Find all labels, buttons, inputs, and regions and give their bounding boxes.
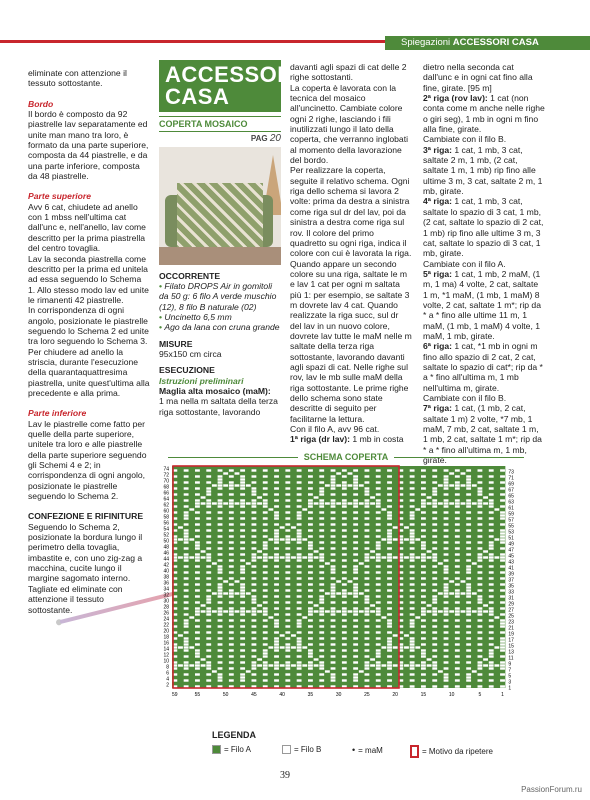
bullet-icon: •: [159, 322, 165, 333]
row-7-label: 7ª riga:: [423, 403, 452, 414]
list-item: [159, 281, 281, 312]
row-label-left: 52: [163, 532, 169, 539]
heading-esecuzione: ESECUZIONE: [159, 365, 215, 376]
material-hook: Uncinetto 6,5 mm: [164, 312, 232, 323]
row-label-right: 19: [508, 631, 514, 638]
heading-occorrente: OCCORRENTE: [159, 270, 221, 281]
row-label-left: 46: [163, 550, 169, 557]
row-label-right: 43: [508, 559, 514, 566]
row-label-right: 47: [508, 547, 514, 554]
heading-maglia: Maglia alta mosaico (maM):: [159, 386, 271, 397]
row-5-text: 1 cat, 1 mb, 2 maM, (1 m, 1 ma) 4 volte, 2 cat, saltate 1 m, *1 maM, (1 mb, 1 maM) 8 volte, 2 cat, saltate 1 m*; rip da * a * fino alle ultime 11 m, 1 maM, (1 mb, 1 maM) 4 volte, 1 maM, 1 mb, girate.: [423, 268, 541, 341]
row-label-left: 40: [163, 568, 169, 575]
repeat-box-icon: [410, 745, 419, 758]
legend-mam-label: = maM: [358, 745, 383, 755]
row-label-left: 58: [163, 514, 169, 521]
top-banner: [0, 0, 590, 56]
legend-a-label: = Filo A: [224, 745, 251, 754]
row-label-right: 29: [508, 601, 514, 608]
list-item: [159, 322, 281, 332]
col-label: 35: [307, 692, 314, 698]
row-label-right: 69: [508, 481, 514, 488]
heading-superiore: Parte superiore: [28, 191, 92, 202]
row-1: [290, 434, 412, 444]
row-label-left: 28: [163, 604, 169, 611]
row-7-text: 1 cat, (1 mb, 2 cat, saltate 1 m) 2 volte, *7 mb, 1 maM, 7 mb, 2 cat, saltate 1 m, 1 mb, 2 cat, saltate 1 m*; rip da * a * fino all'ultima m, 1 mb, girate.: [423, 403, 542, 466]
page-ref-label: PAG: [250, 134, 268, 144]
row-label-right: 35: [508, 583, 514, 590]
material-yarn: Filato DROPS Air in gomitoli da 50 g: 6 filo A verde muschio (12), 8 filo B naturale (02): [159, 281, 277, 312]
row-label-left: 42: [163, 562, 169, 569]
bullet-icon: •: [159, 312, 165, 323]
row-label-right: 71: [508, 475, 514, 482]
column-1: [28, 68, 150, 615]
row-label-right: 31: [508, 595, 514, 602]
row-3: [423, 145, 545, 197]
row-label-left: 18: [163, 634, 169, 641]
change-color-1: Cambiate con il filo B.: [423, 134, 507, 145]
row-label-left: 24: [163, 616, 169, 623]
col-label: 20: [392, 692, 398, 698]
column-4: [423, 62, 545, 465]
heading-misure: MISURE: [159, 338, 193, 349]
swatch-b-icon: [282, 745, 291, 754]
col-label: 50: [222, 692, 229, 698]
row-label-right: 33: [508, 589, 514, 596]
row-label-left: 4: [166, 676, 169, 683]
row-label-left: 34: [163, 586, 169, 593]
row-label-right: 3: [508, 679, 512, 686]
mam-symbol-icon: •: [352, 745, 356, 755]
title-line-1: ACCESSORI: [165, 62, 301, 87]
row-2-label: 2ª riga (rov lav):: [423, 93, 488, 104]
para-confezione: Seguendo lo Schema 2, posizionate la bordura lungo il perimetro della tovaglia, imbastite e, con uno zig-zag a macchina, cucite lungo il margine sagomato interno. Tagliate ed eliminate con attenzione il tessuto sottostante.: [28, 521, 143, 615]
row-label-right: 7: [508, 667, 512, 674]
legend-rep-label: = Motivo da ripetere: [422, 747, 493, 756]
row-label-left: 68: [163, 484, 169, 491]
material-needle: Ago da lana con cruna grande: [164, 322, 280, 333]
row-1-text: 1 mb in costa: [350, 434, 404, 445]
row-label-right: 45: [508, 553, 514, 560]
row-label-left: 10: [163, 658, 169, 665]
row-label-right: 39: [508, 571, 514, 578]
row-label-left: 2: [166, 682, 169, 689]
mosaic-chart: [150, 452, 542, 737]
row-label-left: 50: [163, 538, 169, 545]
col-label: 59: [172, 692, 178, 698]
row-4-label: 4ª riga:: [423, 196, 452, 207]
row-label-right: 27: [508, 607, 514, 614]
para-misure: 95x150 cm circa: [159, 349, 222, 360]
row-label-right: 37: [508, 577, 514, 584]
row-label-left: 26: [163, 610, 169, 617]
row-label-left: 16: [163, 640, 169, 647]
chart-grid: [150, 462, 542, 737]
legend-b-label: = Filo B: [294, 745, 322, 754]
row-label-right: 53: [508, 529, 514, 536]
col-label: 10: [448, 692, 455, 698]
row-label-right: 65: [508, 493, 514, 500]
col-label: 45: [251, 692, 257, 698]
row-label-left: 8: [166, 664, 169, 671]
col-label: 25: [364, 692, 370, 698]
row-5-label: 5ª riga:: [423, 268, 452, 279]
blanket-photo: [159, 147, 281, 265]
row-label-right: 57: [508, 517, 514, 524]
row-4-text: 1 cat, 1 mb, 3 cat, saltate lo spazio di 3 cat, 1 mb, (2 cat, saltate lo spazio di 2 cat, 1 mb) rip fino alle ultime 3 m, 3 cat, saltate lo spazio di 3 cat, 1 mb, girate.: [423, 196, 544, 259]
row-label-left: 64: [163, 496, 169, 503]
para-intro: eliminate con attenzione il tessuto sottostante.: [28, 68, 127, 89]
row-6: [423, 341, 545, 393]
para-c3-2: La coperta è lavorata con la tecnica del mosaico all'uncinetto. Cambiate colore ogni 2 righe, lasciando i fili inutilizzati lungo il lato della coperta, che verranno inglobati al momento della lavorazione del bordo.: [290, 82, 409, 166]
heading-istruzioni: Istruzioni preliminari: [159, 375, 244, 386]
col-label: 55: [194, 692, 201, 698]
row-label-right: 51: [508, 535, 514, 542]
section-label-bold: ACCESSORI CASA: [452, 37, 539, 48]
row-label-right: 55: [508, 523, 514, 530]
row-label-right: 9: [508, 661, 512, 668]
row-label-left: 72: [163, 472, 169, 479]
row-label-right: 5: [508, 673, 512, 680]
col-label: 5: [478, 692, 482, 698]
page-ref: [159, 134, 281, 144]
row-label-left: 48: [163, 544, 169, 551]
chart-background: [172, 466, 505, 688]
title-box: [159, 60, 301, 112]
row-6-label: 6ª riga:: [423, 341, 452, 352]
row-label-left: 38: [163, 574, 169, 581]
para-c3-3: Per realizzare la coperta, seguite il relativo schema. Ogni riga dello schema si lavora 2 volte: prima da destra a sinistra come riga sul dr del lav, poi da sinistra a destra come riga sul rov. Il colore del primo quadretto su ogni riga, indica il colore con cui è lavorata la riga. Quando appare un secondo colore su una riga, saltate le m e lav 1 cat per ogni m saltata più 1: per esempio, se saltate 3 m dovrete lav 4 cat. Quando realizzate la riga succ, sul dr del lav in un nuovo colore, dovrete lav tutte le maM nelle m saltate della terza riga sottostante, lavorando davanti agli spazi di cat. Nelle righe sul rov, lav le mb sulle maM della riga sottostante. Le prime righe dello schema sono state descritte di seguito per facilitarne la lettura.: [290, 165, 412, 424]
row-label-right: 49: [508, 541, 514, 548]
col-label: 30: [335, 692, 342, 698]
row-label-right: 41: [508, 565, 514, 572]
legend-item-repeat: [410, 745, 493, 758]
row-label-right: 17: [508, 637, 514, 644]
row-label-left: 70: [163, 478, 169, 485]
row-4: [423, 196, 545, 258]
row-label-right: 21: [508, 625, 514, 632]
row-2-text: 1 cat (non conta come m anche nelle righe o giri seg), 1 mb in ogni m fino alla fine, girate.: [423, 93, 545, 135]
row-label-left: 36: [163, 580, 169, 587]
row-label-right: 73: [508, 469, 514, 476]
para-bordo: Il bordo è composto da 92 piastrelle lav separatamente ed unite man mano tra loro, è formato da una parte superiore, composta da 44 piastrelle, e da una parte inferiore, composta da 48 piastrelle.: [28, 109, 149, 182]
project-subtitle: COPERTA MOSAICO: [159, 116, 281, 132]
row-label-left: 20: [163, 628, 169, 635]
legend-item-a: [212, 745, 251, 754]
change-color-2: Cambiate con il filo A.: [423, 258, 506, 269]
swatch-a-icon: [212, 745, 221, 754]
para-c4-1: dietro nella seconda cat dall'unc e in ogni cat fino alla fine, girate. [95 m]: [423, 62, 533, 93]
col-label: 15: [420, 692, 427, 698]
change-color-3: Cambiate con il filo B.: [423, 393, 507, 403]
legend-title: LEGENDA: [212, 730, 257, 740]
para-sup-1: Avv 6 cat, chiudete ad anello con 1 mbss nell'ultima cat dall'unc e, nell'anello, lav come descritto per la prima piastrella del centro tovaglia.: [28, 201, 146, 254]
legend-item-mam: [352, 745, 383, 755]
row-label-left: 32: [163, 592, 169, 599]
row-2: [423, 93, 545, 134]
row-label-left: 12: [163, 652, 169, 659]
row-label-right: 61: [508, 505, 514, 512]
row-label-right: 63: [508, 499, 514, 506]
heading-bordo: Bordo: [28, 98, 54, 109]
row-6-text: 1 cat, *1 mb in ogni m fino allo spazio di 2 cat, 2 cat, saltate lo spazio di cat*; rip da * a * fino all'ultima m, 1 mb nell'ultima m, girate.: [423, 341, 543, 393]
watermark: PassionForum.ru: [521, 785, 582, 794]
chart-title: SCHEMA COPERTA: [150, 452, 542, 462]
row-label-right: 67: [508, 487, 514, 494]
para-c3-4: Con il filo A, avv 96 cat.: [290, 424, 380, 435]
row-label-left: 56: [163, 520, 169, 527]
row-label-left: 74: [163, 466, 169, 473]
row-label-left: 44: [163, 556, 169, 563]
para-maglia: 1 ma nella m saltata della terza riga sottostante, lavorando: [159, 396, 278, 417]
row-label-right: 25: [508, 613, 514, 620]
row-label-right: 23: [508, 619, 514, 626]
bullet-icon: •: [159, 281, 165, 292]
page-ref-number: 20: [269, 133, 281, 145]
page-number: 39: [280, 770, 290, 781]
row-label-left: 62: [163, 502, 169, 509]
row-label-left: 66: [163, 490, 169, 497]
para-c3-1: davanti agli spazi di cat delle 2 righe sottostanti.: [290, 62, 407, 83]
row-label-right: 1: [508, 685, 512, 692]
row-3-label: 3ª riga:: [423, 144, 452, 155]
section-header: [385, 36, 590, 50]
row-label-left: 6: [166, 670, 169, 677]
legend: [212, 730, 542, 760]
row-label-right: 11: [508, 655, 514, 662]
list-item: [159, 312, 281, 322]
col-label: 1: [501, 692, 504, 698]
row-label-left: 22: [163, 622, 169, 629]
row-label-left: 54: [163, 526, 169, 533]
row-1-label: 1ª riga (dr lav):: [290, 434, 351, 445]
para-inferiore: Lav le piastrelle come fatto per quelle della parte superiore, unitele tra loro e alle piastrelle della parte superiore seguendo gli Schemi 4 e 2; in corrispondenza di ogni angolo, posizionate le piastrelle seguendo lo Schema 2.: [28, 418, 147, 502]
heading-inferiore: Parte inferiore: [28, 408, 87, 419]
row-label-left: 60: [163, 508, 169, 515]
col-label: 40: [279, 692, 285, 698]
section-label: Spiegazioni: [401, 37, 453, 48]
legend-item-b: [282, 745, 321, 754]
row-label-right: 15: [508, 643, 514, 650]
row-label-left: 30: [163, 598, 169, 605]
row-label-right: 13: [508, 649, 514, 656]
para-sup-4: Per chiudere ad anello la striscia, durante l'esecuzione della quarantaquattresima piastrella, unite quest'ultima alla precedente e alla prima.: [28, 346, 150, 398]
title-line-2: CASA: [165, 84, 230, 109]
heading-confezione: CONFEZIONE E RIFINITURE: [28, 511, 144, 522]
row-5: [423, 269, 545, 341]
row-3-text: 1 cat, 1 mb, 3 cat, saltate 2 m, 1 mb, (2 cat, saltate 1 m, 1 mb) rip fino alle ultime 3 m, 3 cat, saltate 2 m, 1 mb, girate.: [423, 144, 543, 197]
para-sup-3: In corrispondenza di ogni angolo, posizionate le piastrelle seguendo lo Schema 2 ed unite tra loro seguendo lo Schema 3.: [28, 305, 149, 347]
column-3: [290, 62, 412, 445]
row-label-right: 59: [508, 511, 514, 518]
row-label-left: 14: [163, 646, 169, 653]
para-sup-2: Lav la seconda piastrella come descritto per la prima ed unitela ad essa seguendo lo Schema 1. Allo stesso modo lav ed unite le rimanenti 42 piastrelle.: [28, 253, 149, 305]
column-2: [159, 60, 301, 417]
